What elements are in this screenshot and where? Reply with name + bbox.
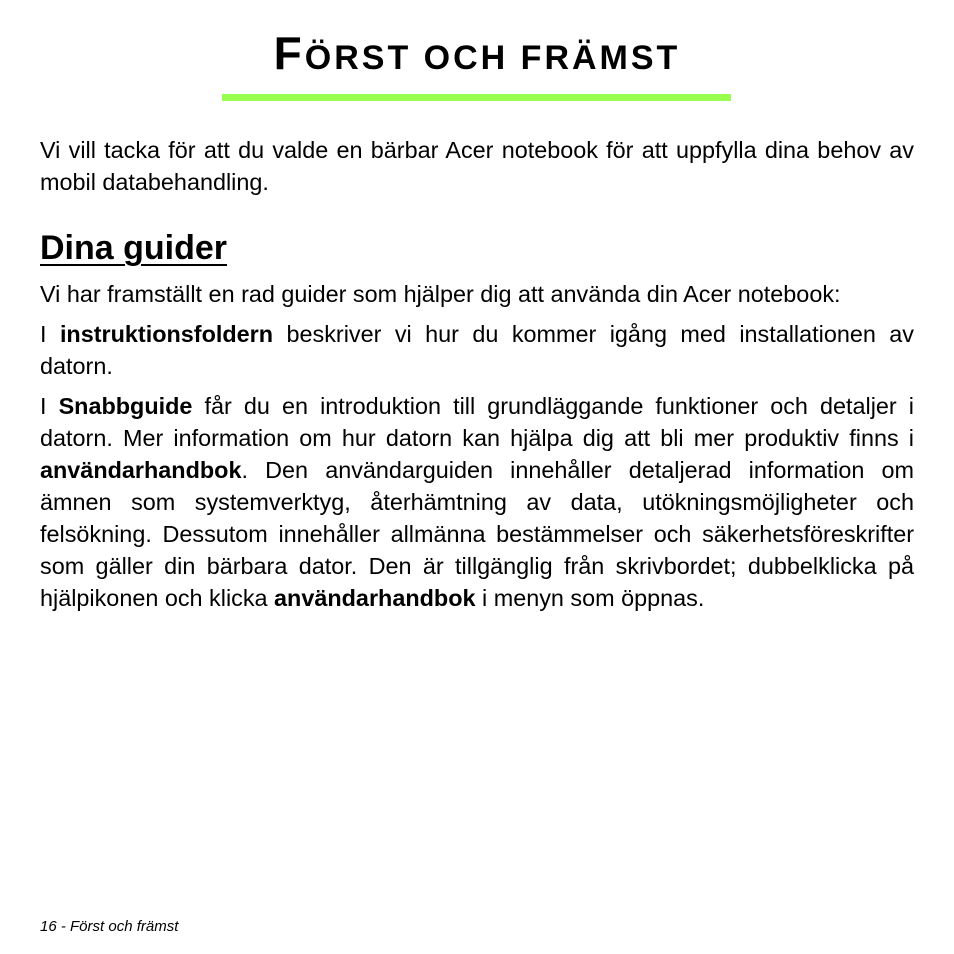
user-manual-term: användarhandbok [274,585,476,611]
quick-guide-term: Snabbguide [58,393,193,419]
quick-guide-paragraph [40,390,914,614]
paragraph-text: . Den användarguiden innehåller detaljerad information om ämnen som systemverktyg, återhämtning av data, utökningsmöjligheter och felsökning. Dessutom innehåller allmänna bestämmelser och säkerhetsföreskrifter som gäller din bärbara dator. Den är tillgänglig från skrivbordet; dubbelklicka på hjälpikonen och klicka [40,457,914,611]
title-underline-bar [222,94,731,101]
page-footer: 16 - Först och främst [40,918,179,935]
paragraph-text: i menyn som öppnas. [475,585,705,611]
paragraph-text: får du en introduktion till grundläggande funktioner och detaljer i datorn. Mer information om hur datorn kan hjälpa dig att bli mer produktiv finns i [40,393,914,451]
paragraph-text: I [40,393,59,419]
intro-paragraph: Vi vill tacka för att du valde en bärbar Acer notebook för att uppfylla dina behov av mobil databehandling. [40,137,914,195]
page-title-rest: ÖRST OCH FRÄMST [304,39,681,77]
page-title-initial: F [273,27,305,79]
page-title-container [0,27,954,79]
user-manual-term: användarhandbok [40,457,242,483]
paragraph-text: I [40,321,60,347]
document-body [40,134,914,614]
guides-intro-paragraph: Vi har framställt en rad guider som hjälper dig att använda din Acer notebook: [40,281,841,307]
page-title [273,27,681,79]
paragraph-text: beskriver vi hur du kommer igång med installationen av datorn. [40,321,914,379]
section-heading: Dina guider [40,229,228,267]
instruction-folder-term: instruktionsfoldern [59,321,274,347]
instruction-folder-paragraph [40,318,914,382]
